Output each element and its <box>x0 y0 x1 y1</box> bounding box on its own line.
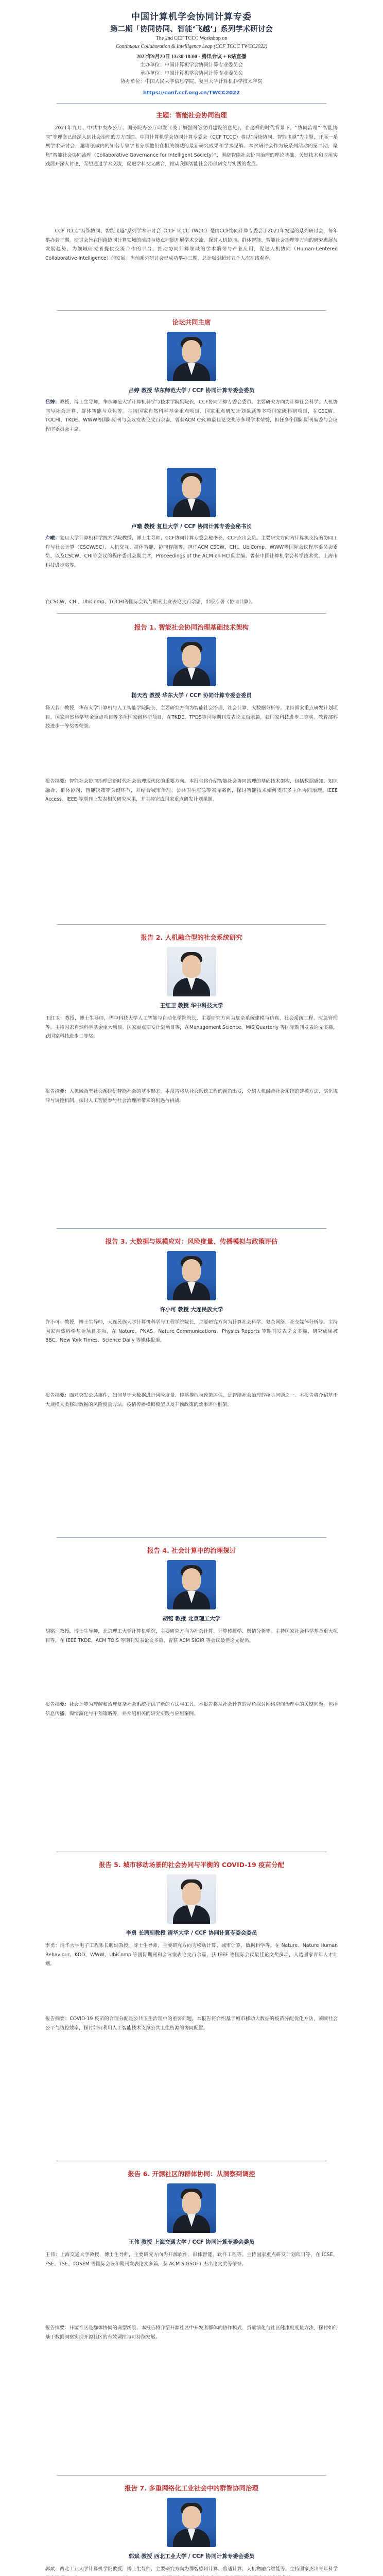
speaker-bio: 胡铭：教授，博士生导师，北京理工大学计算机学院，主要研究方向为社会计算、计算传播学、舆情分析等。主持国家社会科学基金重大项目等，在 IEEE TKDE、ACM TOIS 等期刊发表论文多篇，曾获 ACM SIGIR 等会议最佳论文提名。 <box>45 1629 338 1643</box>
speaker-photo <box>167 1874 216 1924</box>
chair2-photo <box>167 468 216 517</box>
speaker-photo <box>167 2183 216 2233</box>
divider <box>57 310 326 311</box>
report-title: 报告 3. 大数据与规模应对：风险度量、传播模拟与政策评估 <box>105 1238 278 1245</box>
chairs-title: 论坛共同主席 <box>172 318 211 326</box>
speaker-photo <box>167 947 216 996</box>
speaker-photo <box>167 637 216 686</box>
report-abstract: 报告摘要：面对突发公共事件，如何基于大数据进行风险度量、传播模拟与政策评估，是智能社会治理的核心问题之一。本报告将介绍基于大规模人类移动数据的风险度量方法、疫情传播模拟模型以及干预政策的效果评估框架。 <box>45 1393 338 1408</box>
speaker-bio: 许小可：教授，博士生导师，大连民族大学计算机科学与工程学院院长，主要研究方向为计算社会科学、复杂网络、社交媒体分析等。主持国家自然科学基金项目多项，在 Nature、PNAS、Nature Communications、Physics Reports 等期刊发表论文多篇，研究成果被 BBC、New York Times、Science Daily 等媒体报道。 <box>45 1319 338 1343</box>
chair1-photo <box>167 332 216 381</box>
chair2-bio <box>45 534 338 570</box>
divider <box>57 924 326 925</box>
header-subtitle: 第二期「协同协同、智能‘飞越’」系列学术研讨会 <box>110 25 273 33</box>
theme-paragraph-1: 2021年九月，中共中央办公厅、国务院办公厅印发《关于加强网络文明建设的意见》，在这样的时代背景下，“协同治理”“智能协同”等理念已经深入到社会治理的方方面面。中国计算机学会协同计算专委会（CCF TCCC）将以“持续协同、智能飞越”为主题，开展一系列学术研讨会，邀请领域内的知名专家学者分享他们在相关领域的最新研究成果和学术见解。本次研讨会作为该系列活动的第二期，聚焦“智能社会协同治理（Collaborative Governance for Intelligent Society）”，围绕智能社会协同治理的理论基础、关键技术和应用实践展开深入讨论，希望通过学术交流，促进学科交叉融合，推动我国智能社会治理研究与实践的发展。 <box>45 125 338 167</box>
speaker-photo <box>167 2498 216 2547</box>
speaker-bio: 郭斌：西北工业大学计算机学院教授，博士生导师，主要研究方向为群智感知计算、普适计算、人机物融合智能等。主持国家杰出青年科学 <box>45 2566 338 2572</box>
header-date: 2022年9月20日 13:30-18:00 · 腾讯会议 + B站直播 <box>136 54 247 60</box>
speaker-caption: 王红卫 教授 华中科技大学 <box>160 1003 223 1009</box>
chair2-bio-text: 复旦大学计算机科学技术学院教授，博士生导师，CCF协同计算专委会秘书长，CCF杰出会员。主要研究方向为计算机支持的协同工作与社会计算（CSCW/SC）、人机交互、群体智能、协同智能等。担任ACM CSCW、CHI、UbiComp、WWW等国际会议程序委员会委员，以及CSCW、CHI等会议的程序委员会副主席，Proceedings of the ACM on HCI副主编。曾获中国计算机学会科学技术奖、上海市科技进步奖等。 <box>45 535 338 568</box>
report-abstract: 报告摘要：COVID-19 疫苗的合理分配是公共卫生治理中的重要问题。本报告将介绍基于城市移动大数据的疫苗分配优化方法，兼顾社会公平与防控效率，探讨如何利用人工智能技术支撑公共卫生资源的协同配置。 <box>45 2016 338 2031</box>
chair1-caption: 吕婷 教授 华东师范大学 / CCF 协同计算专委会委员 <box>128 387 255 394</box>
report-abstract: 报告摘要：社会计算为理解和治理复杂社会系统提供了新的方法与工具。本报告将从社会计算的视角探讨网络空间治理中的关键问题，包括信息传播、舆情演化与干预策略等，并介绍相关的研究实践与应用案例。 <box>45 1702 338 1717</box>
report-abstract: 报告摘要：智能社会协同治理是新时代社会治理现代化的重要方向。本报告将介绍智能社会协同治理的基础技术架构，包括数据感知、知识融合、群体协同、智能决策等关键环节，并结合城市治理、公共卫生应急等实际案例，探讨智能技术如何支撑多主体协同治理。IEEE Access、IEEE 等期刊上发表相关研究成果，并主持完成国家重点研发计划课题。 <box>45 778 338 802</box>
chair2-bio-label: 卢暾： <box>45 535 60 541</box>
speaker-photo <box>167 1251 216 1300</box>
divider <box>57 2475 326 2476</box>
speaker-bio: 王伟：上海交通大学教授，博士生导师，主要研究方向为开源软件、群体智能、软件工程等。主持国家重点研发计划项目等，在 ICSE、FSE、TSE、TOSEM 等国际会议和期刊发表论文多篇，获 ACM SIGSOFT 杰出论文奖等荣誉。 <box>45 2252 338 2267</box>
report-abstract: 报告摘要：开源社区是群体协同的典型场景。本报告将介绍开源社区中开发者群体的协作模式、贡献演化与社区健康度度量方法，探讨如何基于数据洞察实现开源社区的有效调控与可持续发展。 <box>45 2325 338 2340</box>
chair1-bio-text: 教授，博士生导师，华东师范大学计算机科学与技术学院副院长，CCF协同计算专委会委员。主要研究方向为计算社会科学、人机协同与社会计算、群体智能与众包等。主持国家自然科学基金重点项目、国家重点研发计划课题等多项国家级科研项目，在CSCW、TOCHI、TKDE、WWW等国际期刊与会议发表论文百余篇，曾获ACM CSCW最佳论文奖等多项学术荣誉，担任多个国际期刊编委与会议程序委员会主席。 <box>45 399 338 432</box>
speaker-caption: 胡铭 教授 北京理工大学 <box>162 1616 221 1622</box>
speaker-bio: 李勇：清华大学电子工程系长聘副教授，博士生导师，主要研究方向为移动计算、城市计算、数据科学等。在 Nature、Nature Human Behaviour、KDD、WWW、UbiComp 等国际期刊和会议发表论文百余篇，获 IEEE 等国际会议最佳论文奖多项，入选国家青年人才计划。 <box>45 1943 338 1967</box>
chair2-caption: 卢暾 教授 复旦大学 / CCF 协同计算专委会秘书长 <box>131 523 252 530</box>
chair1-bio-label: 吕婷： <box>45 399 60 405</box>
speaker-caption: 杨天若 教授 华东大学 / CCF 协同计算专委会委员 <box>131 692 252 699</box>
divider <box>57 613 326 614</box>
report-title: 报告 5. 城市移动场景的社会协同与平衡的 COVID-19 疫苗分配 <box>98 1861 285 1869</box>
report-title: 报告 4. 社会计算中的治理探讨 <box>147 1547 236 1554</box>
speaker-caption: 许小可 教授 大连民族大学 <box>160 1307 223 1313</box>
report-title: 报告 2. 人机融合型的社会系统研究 <box>141 934 242 941</box>
chair1-bio <box>45 398 338 434</box>
header-host: 主办单位：中国计算机学会协同计算专业委员会 <box>140 62 243 68</box>
header-link[interactable]: https://conf.ccf.org.cn/TWCC2022 <box>143 90 240 96</box>
speaker-photo <box>167 1560 216 1609</box>
theme-title: 主题：智能社会协同治理 <box>156 111 227 119</box>
divider <box>57 1228 326 1229</box>
header-english-1: The 2nd CCF TCCC Workshop on <box>155 36 228 41</box>
speaker-bio: 王红卫：教授，博士生导师，华中科技大学人工智能与自动化学院院长，主要研究方向为复杂系统建模与仿真、社会系统工程、应急管理等。主持国家自然科学基金重大项目、国家重点研发计划项目等，在Management Science、MIS Quarterly 等国际期刊发表论文多篇，获国家科技进步二等奖。 <box>45 1015 338 1039</box>
header-title: 中国计算机学会协同计算专委 <box>131 12 252 22</box>
report-abstract: 报告摘要：人机融合型社会系统是智能社会的基本形态。本报告将从社会系统工程的视角出发，介绍人机融合社会系统的建模方法、演化规律与调控机制，探讨人工智能参与社会治理所带来的机遇与挑战。 <box>45 1089 338 1104</box>
speaker-caption: 郭斌 教授 西北工业大学 / CCF 协同计算专委会委员 <box>128 2553 255 2560</box>
chair2-bio-extra: 在CSCW、CHI、UbiComp、TOCHI等国际会议与期刊上发表论文百余篇，出版专著《协同计算》。 <box>45 599 256 605</box>
report-title: 报告 6. 开源社区的群体协同：从洞察到调控 <box>128 2170 255 2178</box>
report-title: 报告 1. 智能社会协同治理基础技术架构 <box>134 623 249 631</box>
speaker-caption: 李勇 长聘副教授 清华大学 / CCF 协同计算专委会委员 <box>126 1930 257 1936</box>
divider <box>57 103 326 104</box>
speaker-bio: 杨天若：教授，华东大学计算机与人工智能学院院长，主要研究方向为智能社会治理、社会计算、大数据分析等。主持国家重点研发计划项目、国家自然科学基金重点项目等多项国家级科研项目，在TKDE、TPDS等国际期刊发表论文百余篇，获国家科技进步二等奖、教育部科技进步一等奖等荣誉。 <box>45 705 338 729</box>
header-co-organizer: 协办单位：中国人民大学信息学院、复旦大学计算机科学技术学院 <box>120 79 263 84</box>
report-title: 报告 7. 多重网络化工业社会中的群智协同治理 <box>125 2484 258 2492</box>
speaker-caption: 王伟 教授 上海交通大学 / CCF 协同计算专委会委员 <box>128 2239 255 2245</box>
header-english-2: Continuous Collaboration & Intelligence Leap (CCF TCCC TWCC2022) <box>115 44 268 49</box>
header-organizer: 承办单位：中国计算机学会协同计算专业委员会 <box>140 71 243 76</box>
divider <box>57 1537 326 1538</box>
theme-paragraph-2: CCF TCCC“持续协同、智能飞越”系列学术研讨会（CCF TCCC TWCC）是由CCF协同计算专委会于2021年发起的系列研讨会，每年举办若干期。研讨会旨在围绕协同计算领域的前沿与热点问题开展学术交流，探讨人机协同、群体智能、智能社会治理等方向的研究进展与发展趋势，为领域研究者提供交流合作的平台，推动协同计算领域的学术繁荣与产业应用，促进人机协同（Human-Centered Collaborative Intelligence）的发展。当前系列研讨会已成功举办三期，总计吸引超过五千人次在线观看。 <box>45 228 338 261</box>
